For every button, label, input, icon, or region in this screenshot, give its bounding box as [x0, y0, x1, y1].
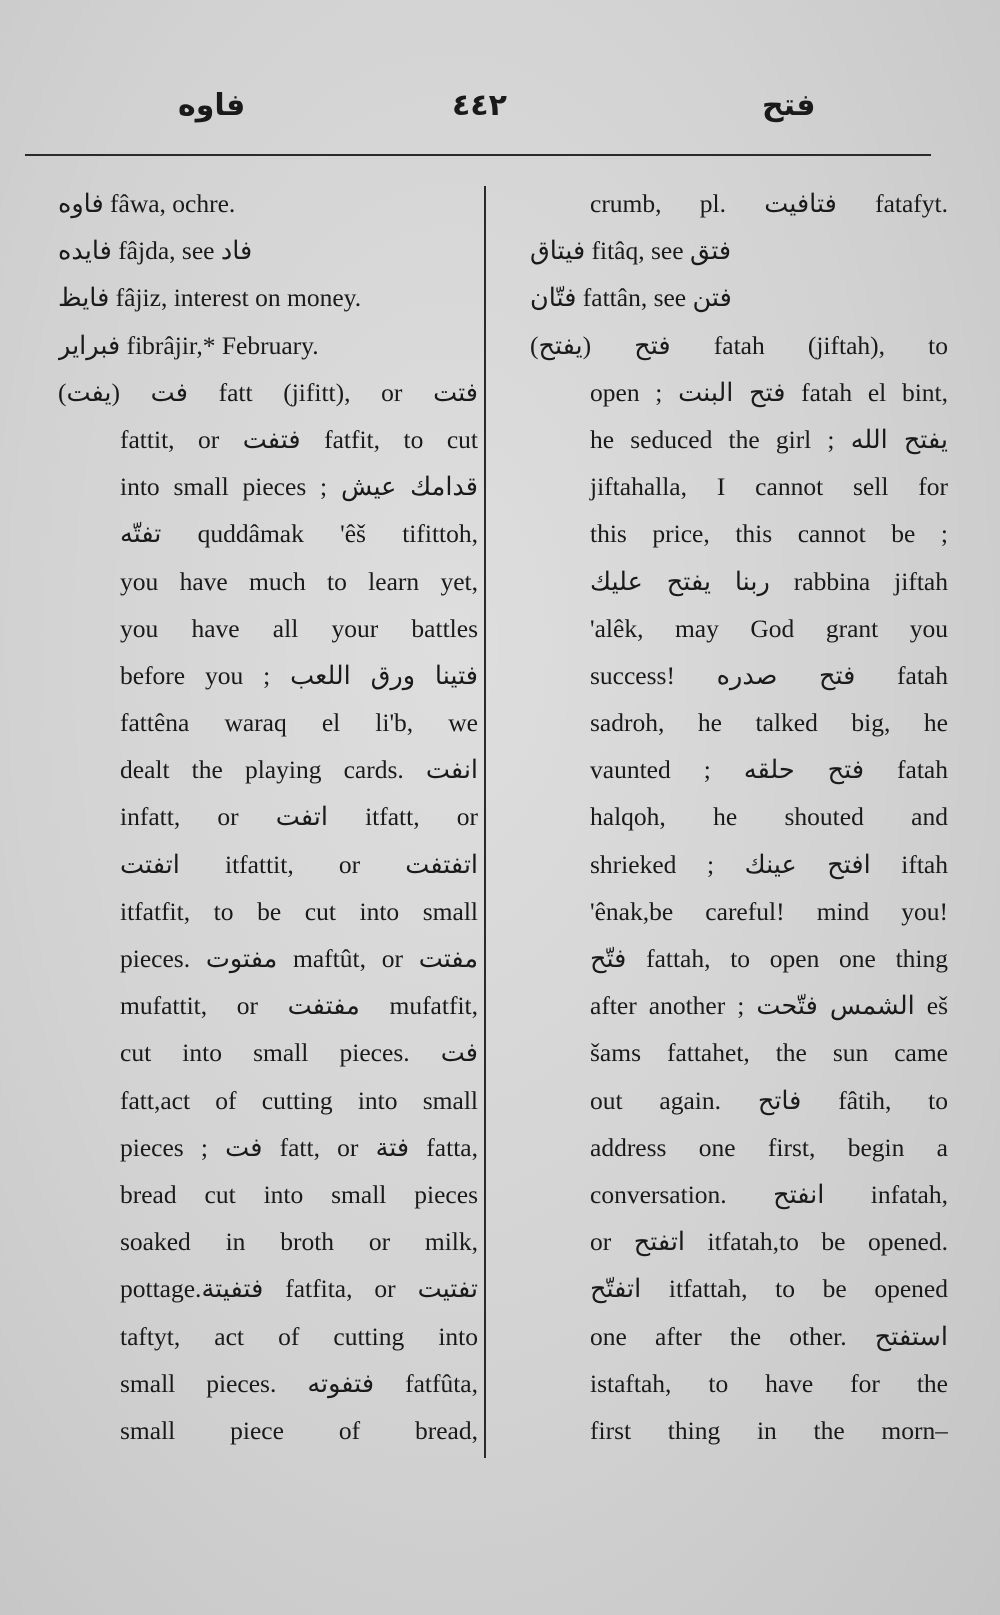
entry-line: فت (يفت) fatt (jifitt), or فتت	[58, 377, 478, 407]
entry-line: soaked in broth or milk,	[120, 1227, 478, 1257]
entry-line: this price, this cannot be ;	[590, 519, 948, 549]
entry-line: 'alêk, may God grant you	[590, 613, 948, 643]
header-rule	[25, 154, 931, 156]
entry-line: cut into small pieces. فت	[120, 1038, 478, 1068]
entry-line: one after the other. استفتح	[590, 1321, 948, 1351]
entry-line: اتفتت itfattit, or اتفتفت	[120, 849, 478, 879]
entry-line: first thing in the morn–	[590, 1415, 948, 1445]
entry-line: shrieked ; افتح عينك iftah	[590, 849, 948, 879]
entry-line: out again. فاتح fâtih, to	[590, 1085, 948, 1115]
entry-line: فتح (يفتح) fatah (jiftah), to	[530, 330, 948, 360]
entry-line: he seduced the girl ; يفتح الله	[590, 424, 948, 454]
entry-line: open ; فتح البنت fatah el bint,	[590, 377, 948, 407]
entry-line: itfatfit, to be cut into small	[120, 896, 478, 926]
entry-line: before you ; فتينا ورق اللعب	[120, 660, 478, 690]
entry-line: فايظ fâjiz, interest on money.	[58, 283, 362, 313]
entry-line: mufattit, or مفتفت mufatfit,	[120, 991, 478, 1021]
left-column	[58, 180, 478, 1454]
entry-line: šams fattahet, the sun came	[590, 1038, 948, 1068]
entry-line: you have much to learn yet,	[120, 566, 478, 596]
entry-line: bread cut into small pieces	[120, 1179, 478, 1209]
entry-line: ربنا يفتح عليك rabbina jiftah	[590, 566, 948, 596]
entry-line: فايده fâjda, see فاد	[58, 236, 253, 266]
entry-line: you have all your battles	[120, 613, 478, 643]
entry-line: or اتفتح itfatah,to be opened.	[590, 1227, 948, 1257]
entry-line: فبراير fibrâjir,* February.	[58, 330, 319, 360]
entry-line: small pieces. فتفوته fatfûta,	[120, 1368, 478, 1398]
entry-line: fatt,act of cutting into small	[120, 1085, 478, 1115]
entry-line: infatt, or اتفت itfatt, or	[120, 802, 478, 832]
entry-line: conversation. انفتح infatah,	[590, 1179, 948, 1209]
entry-line: vaunted ; فتح حلقه fatah	[590, 755, 948, 785]
entry-line: taftyt, act of cutting into	[120, 1321, 478, 1351]
entry-line: فتّان fattân, see فتن	[530, 283, 732, 313]
entry-line: fattit, or فتفت fatfit, to cut	[120, 424, 478, 454]
entry-line: halqoh, he shouted and	[590, 802, 948, 832]
header-right-word: فتح	[762, 88, 816, 123]
entry-line: فاوه fâwa, ochre.	[58, 189, 236, 218]
column-divider	[484, 186, 486, 1458]
entry-line: pottage.فتفيتة fatfita, or تفتيت	[120, 1274, 478, 1304]
entry-line: تفتّه quddâmak 'êš tifittoh,	[120, 519, 478, 549]
entry-line: 'ênak,be careful! mind you!	[590, 896, 948, 926]
entry-line: pieces ; فت fatt, or فتة fatta,	[120, 1132, 478, 1162]
entry-line: jiftahalla, I cannot sell for	[590, 472, 948, 502]
entry-line: success! فتح صدره fatah	[590, 660, 948, 690]
entry-line: fattêna waraq el li'b, we	[120, 708, 478, 738]
entry-line: فتّح fattah, to open one thing	[590, 944, 948, 973]
entry-line: sadroh, he talked big, he	[590, 708, 948, 738]
entry-line: فيتاق fitâq, see فتق	[530, 236, 732, 266]
entry-line: istaftah, to have for the	[590, 1368, 948, 1398]
header-left-word: فاوه	[178, 88, 246, 123]
entry-line: small piece of bread,	[120, 1415, 478, 1445]
page-number: ٤٤٢	[452, 88, 507, 123]
entry-line: crumb, pl. فتافيت fatafyt.	[590, 189, 948, 218]
entry-line: address one first, begin a	[590, 1132, 948, 1162]
right-column	[530, 180, 948, 1454]
entry-line: pieces. مفتوت maftût, or مفتت	[120, 944, 478, 973]
entry-line: into small pieces ; قدامك عيش	[120, 472, 478, 502]
entry-line: after another ; الشمس فتّحت eš	[590, 991, 948, 1021]
entry-line: اتفتّح itfattah, to be opened	[590, 1274, 948, 1304]
entry-line: dealt the playing cards. انفت	[120, 755, 478, 785]
